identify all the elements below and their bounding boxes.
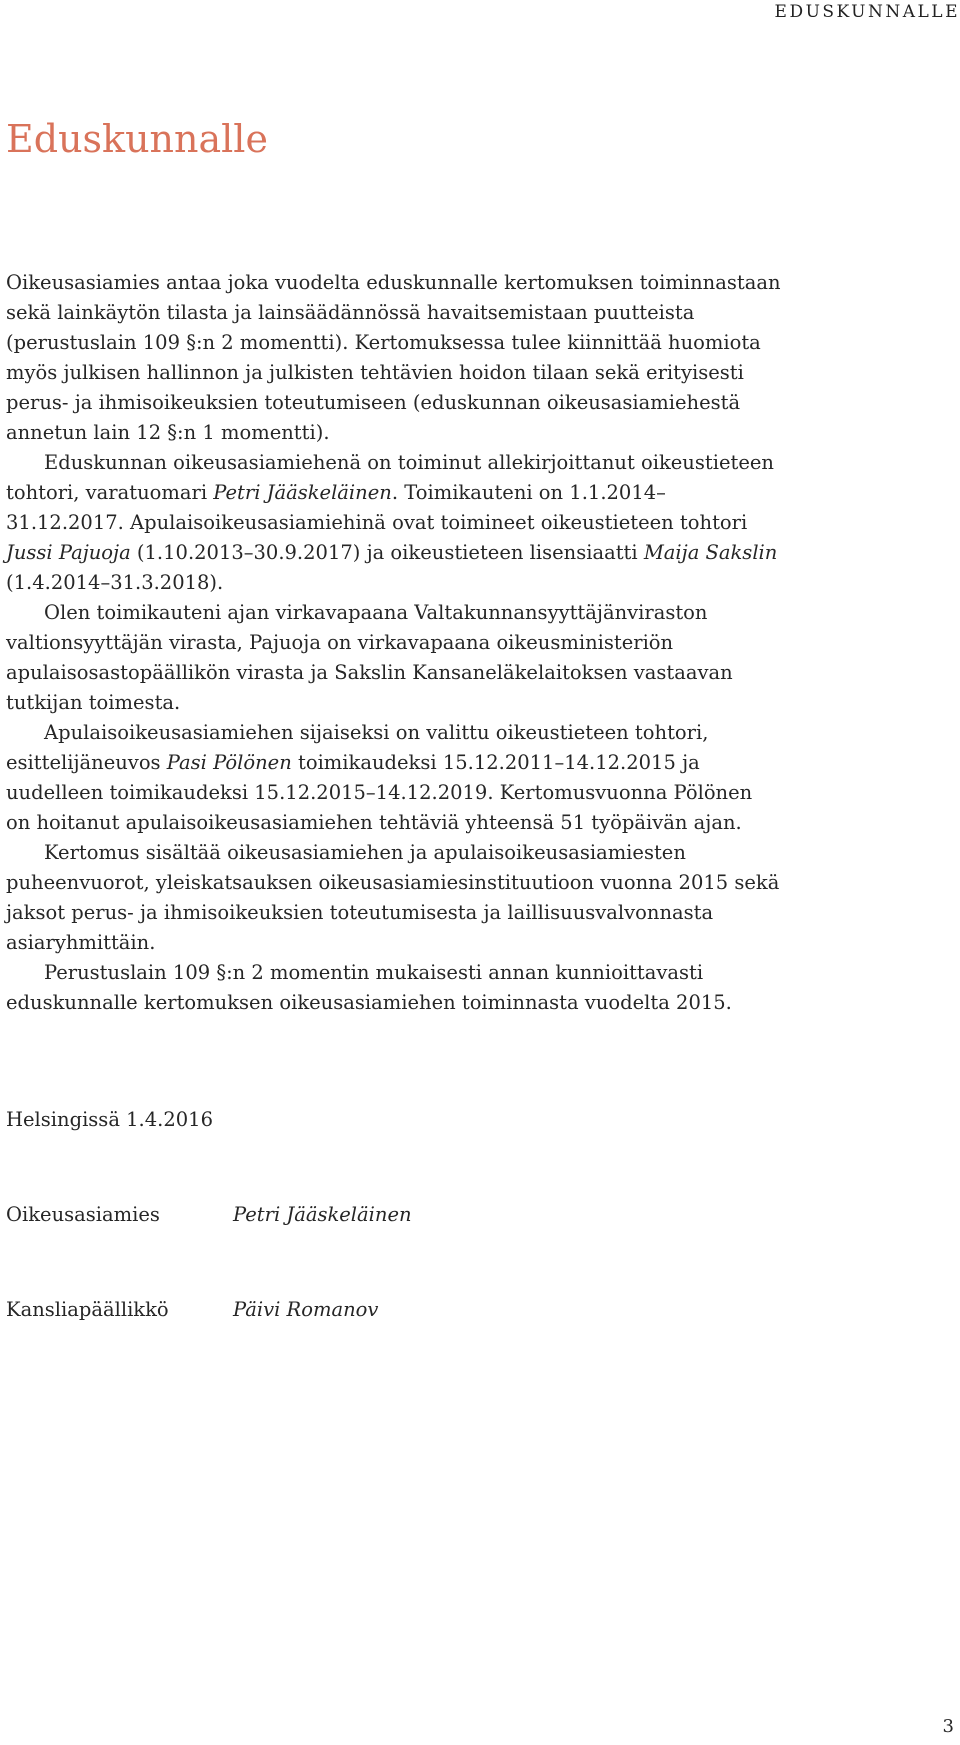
signature-name: Päivi Romanov — [233, 1298, 379, 1321]
paragraph-4-text-a: Apulaisoikeusasiamiehen sijaiseksi on valittu oikeustieteen tohtori, esittelijäneuvos — [6, 721, 709, 774]
paragraph-2-text-a: Eduskunnan oikeusasiamiehenä on toiminut allekirjoittanut oikeustieteen tohtori, varatuomari — [6, 451, 774, 504]
paragraph-4 — [6, 718, 782, 838]
person-name-sakslin: Maija Sakslin — [643, 541, 778, 564]
paragraph-2-text-c: (1.10.2013–30.9.2017) ja oikeustieteen lisensiaatti — [130, 541, 644, 564]
paragraph-2 — [6, 448, 782, 598]
paragraph-2-text-d: (1.4.2014–31.3.2018). — [6, 571, 224, 594]
paragraph-1: Oikeusasiamies antaa joka vuodelta eduskunnalle kertomuksen toiminnastaan sekä lainkäytön tilasta ja lainsäädännössä havaitsemistaan puutteista (perustuslain 109 §:n 2 momentti). Kertomuksessa tulee kiinnittää huomiota myös julkisen hallinnon ja julkisten tehtävien hoidon tilaan sekä erityisesti perus- ja ihmisoikeuksien toteutumiseen (eduskunnan oikeusasiamiehestä annetun lain 12 §:n 1 momentti). — [6, 271, 781, 444]
signature-role: Kansliapäällikkö — [6, 1298, 169, 1321]
place-date: Helsingissä 1.4.2016 — [6, 1108, 213, 1131]
signature-ombudsman — [6, 1203, 412, 1226]
person-name-pajuoja: Jussi Pajuoja — [6, 541, 131, 564]
page-number: 3 — [942, 1716, 954, 1737]
signature-role: Oikeusasiamies — [6, 1203, 160, 1226]
person-name-jaaskelainen: Petri Jääskeläinen — [213, 481, 392, 504]
paragraph-5: Kertomus sisältää oikeusasiamiehen ja apulaisoikeusasiamiesten puheenvuorot, yleiskatsauksen oikeusasiamiesinstituutioon vuonna 2015 sekä jaksot perus- ja ihmisoikeuksien toteutumisesta ja laillisuusvalvonnasta asiaryhmittäin. — [6, 841, 780, 954]
person-name-polonen: Pasi Pölönen — [166, 751, 292, 774]
signature-name: Petri Jääskeläinen — [233, 1203, 412, 1226]
page-title: Eduskunnalle — [6, 117, 268, 161]
signature-chancery-chief — [6, 1298, 378, 1321]
paragraph-3: Olen toimikauteni ajan virkavapaana Valtakunnansyyttäjänviraston valtionsyyttäjän virasta, Pajuoja on virkavapaana oikeusministeriön apulaisosastopäällikön virasta ja Sakslin Kansaneläkelaitoksen vastaavan tutkijan toimesta. — [6, 601, 733, 714]
paragraph-6: Perustuslain 109 §:n 2 momentin mukaisesti annan kunnioittavasti eduskunnalle kertomuksen oikeusasiamiehen toiminnasta vuodelta 2015. — [6, 961, 732, 1014]
paragraph-2-text-b: . Toimikauteni on 1.1.2014–31.12.2017. Apulaisoikeusasiamiehinä ovat toimineet oikeustieteen tohtori — [6, 481, 748, 534]
paragraph-4-text-b: toimikaudeksi 15.12.2011–14.12.2015 ja uudelleen toimikaudeksi 15.12.2015–14.12.2019. Kertomusvuonna Pölönen on hoitanut apulaisoikeusasiamiehen tehtäviä yhteensä 51 työpäivän ajan. — [6, 751, 753, 834]
running-header: EDUSKUNNALLE — [774, 2, 960, 22]
body-text — [6, 268, 782, 1018]
